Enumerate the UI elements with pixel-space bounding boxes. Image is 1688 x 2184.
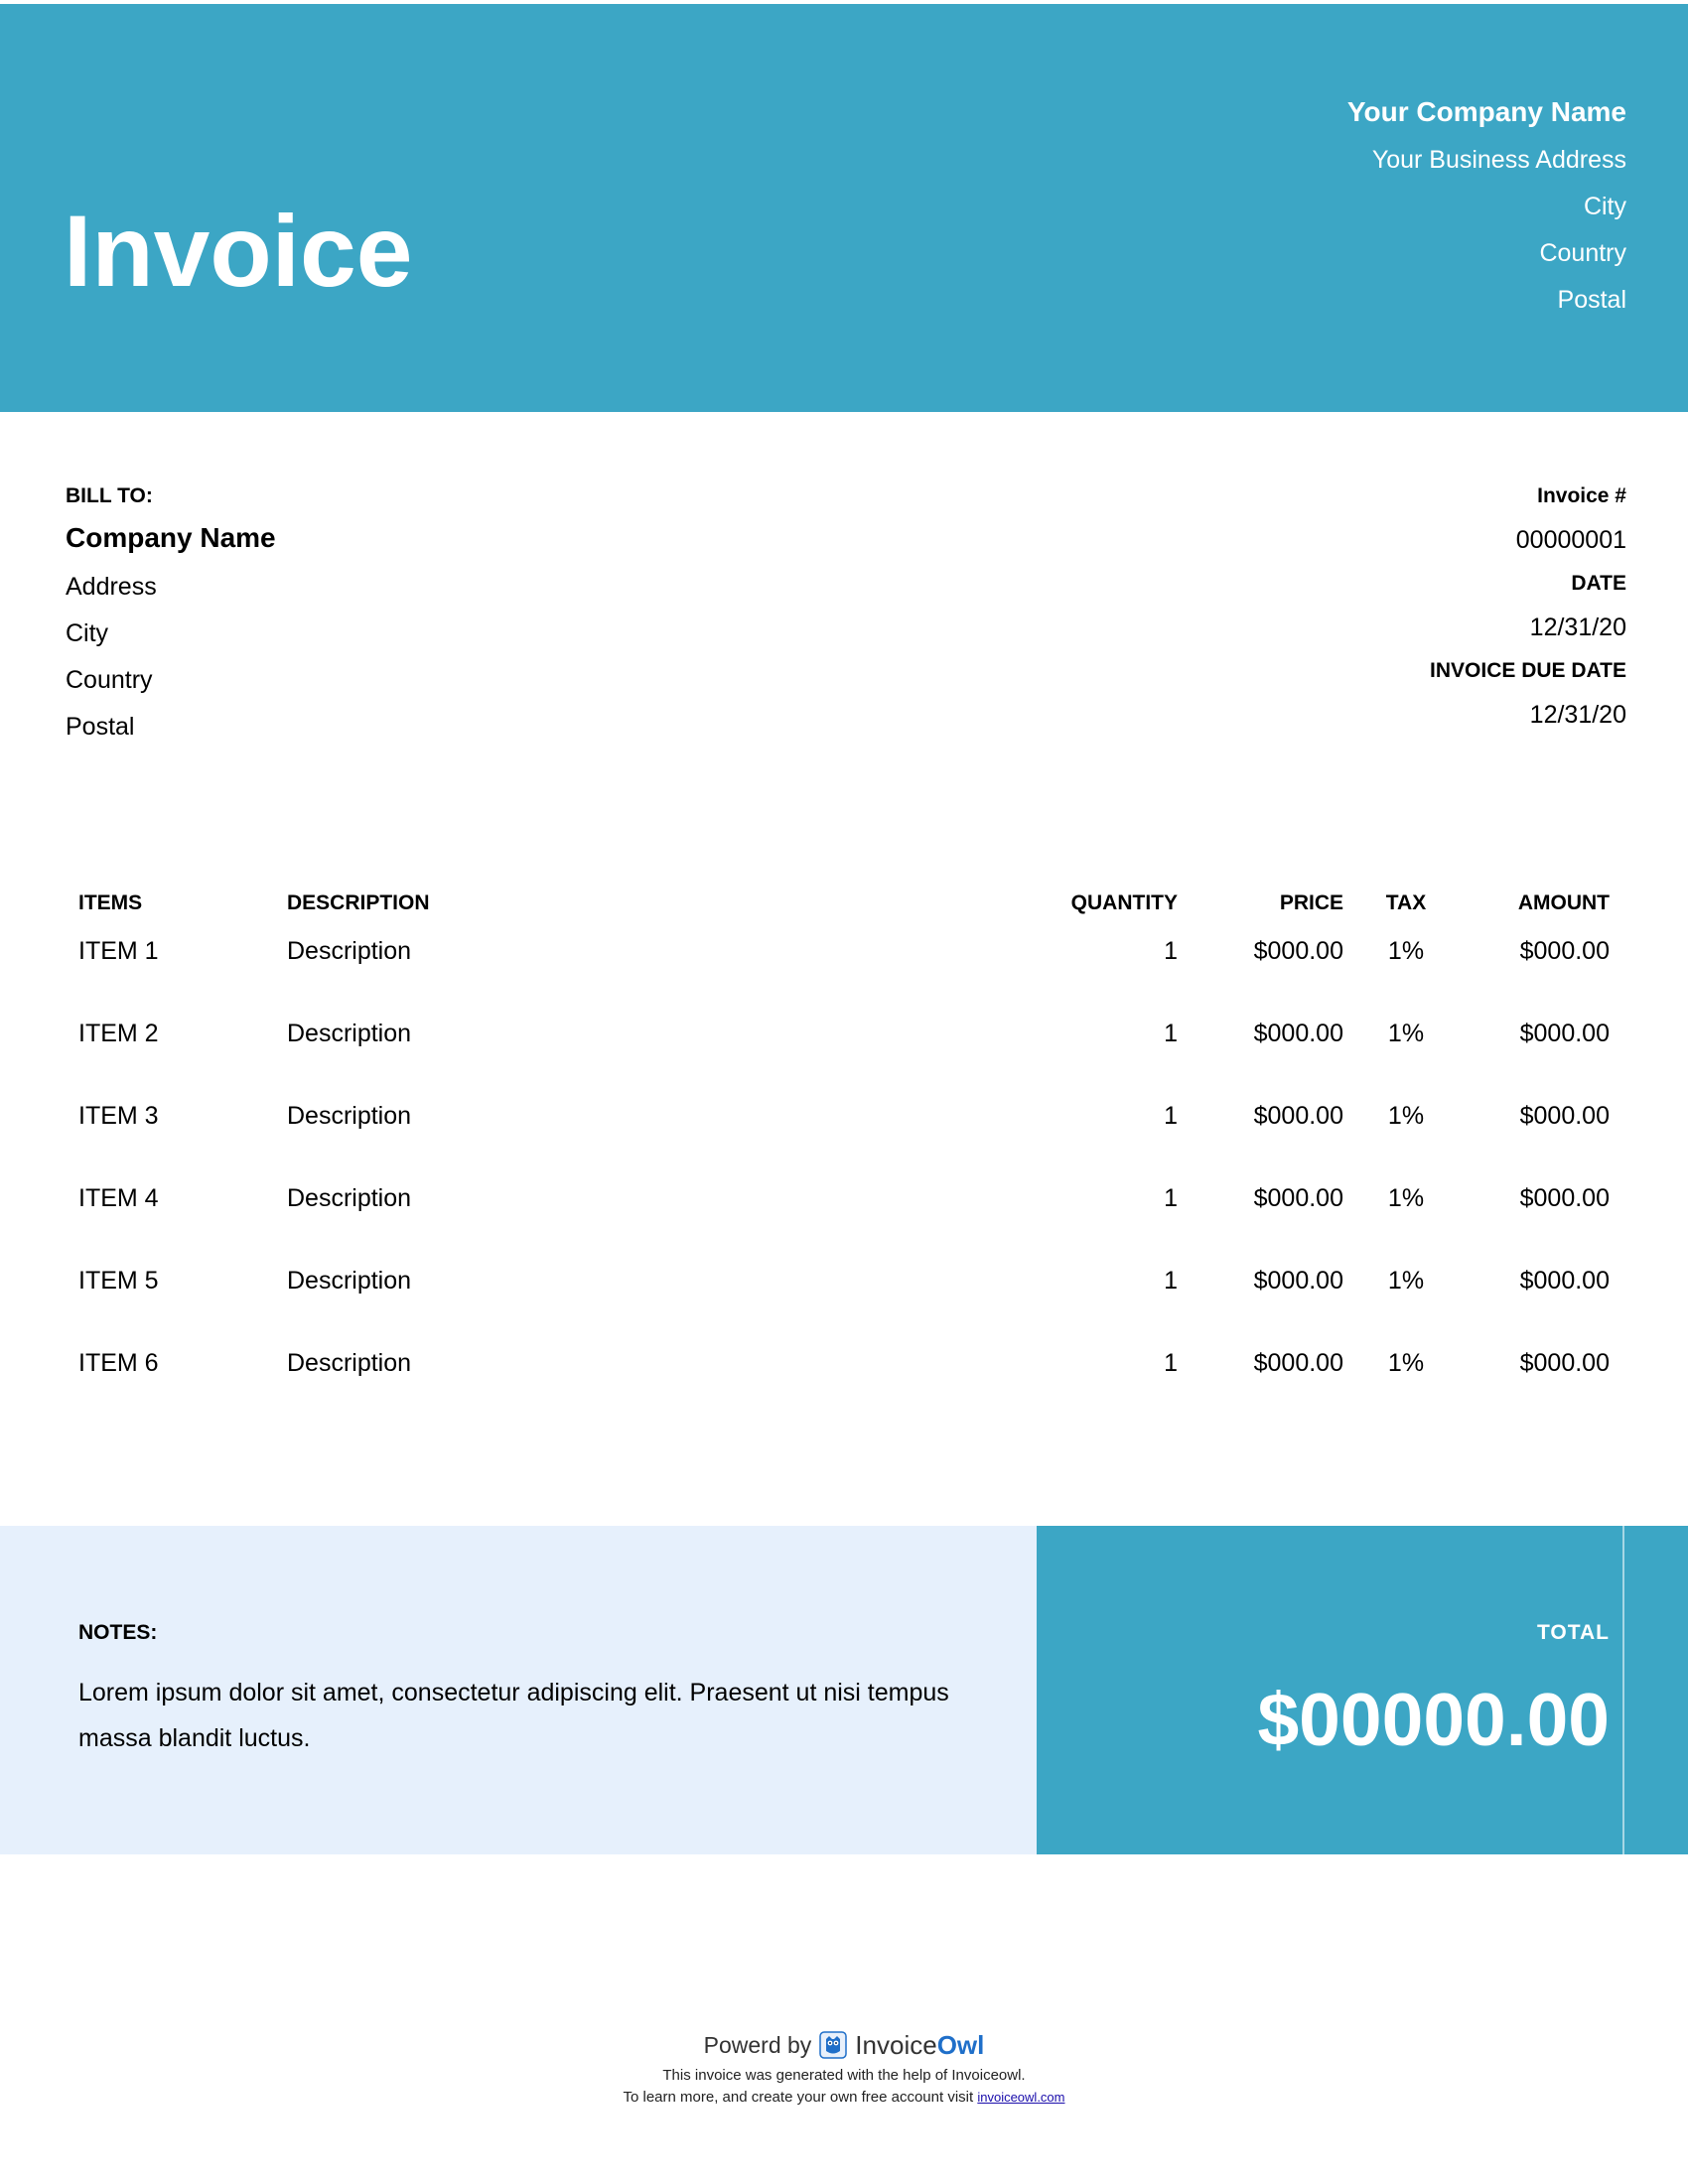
owl-logo-icon	[819, 2031, 847, 2059]
item-description: Description	[287, 1349, 412, 1377]
table-row	[0, 928, 1688, 1011]
item-tax: 1%	[1387, 1267, 1425, 1295]
item-quantity: 1	[1164, 1349, 1178, 1377]
footer-line-2	[0, 2087, 1688, 2109]
footer-line-2-text: To learn more, and create your own free account visit	[623, 2089, 974, 2106]
item-description: Description	[287, 1267, 412, 1295]
item-price: $000.00	[1253, 1184, 1343, 1212]
item-price: $000.00	[1253, 1020, 1343, 1047]
sender-city: City	[1583, 193, 1626, 220]
sender-company-name: Your Company Name	[1346, 96, 1626, 127]
item-price: $000.00	[1253, 1349, 1343, 1377]
due-date-label: INVOICE DUE DATE	[1430, 659, 1626, 682]
due-date: 12/31/20	[1529, 701, 1626, 729]
item-name: ITEM 5	[78, 1267, 159, 1295]
item-amount: $000.00	[1519, 1184, 1610, 1212]
total-panel	[1037, 1526, 1688, 1854]
table-row	[0, 1340, 1688, 1423]
total-amount: $00000.00	[1257, 1678, 1610, 1761]
item-name: ITEM 2	[78, 1020, 159, 1047]
item-tax: 1%	[1387, 1020, 1425, 1047]
total-label: TOTAL	[1536, 1621, 1610, 1644]
brand-logo	[855, 2030, 984, 2061]
client-postal: Postal	[66, 713, 135, 741]
column-header-amount: AMOUNT	[1517, 891, 1610, 914]
sender-company-block	[1347, 87, 1626, 324]
items-table	[0, 879, 1688, 1423]
notes-label: NOTES:	[78, 1621, 158, 1644]
item-name: ITEM 1	[78, 937, 159, 965]
sender-address: Your Business Address	[1371, 146, 1626, 174]
column-header-quantity: QUANTITY	[1070, 891, 1178, 914]
item-amount: $000.00	[1519, 1020, 1610, 1047]
column-header-items: ITEMS	[78, 891, 143, 914]
item-amount: $000.00	[1519, 1267, 1610, 1295]
footer	[0, 2025, 1688, 2109]
brand-invoice-text: Invoice	[855, 2029, 937, 2060]
invoice-number-label: Invoice #	[1537, 484, 1626, 507]
item-quantity: 1	[1164, 1020, 1178, 1047]
column-header-tax: TAX	[1385, 891, 1427, 914]
invoice-date: 12/31/20	[1529, 614, 1626, 641]
item-tax: 1%	[1387, 1349, 1425, 1377]
item-quantity: 1	[1164, 1267, 1178, 1295]
invoice-header	[0, 4, 1688, 412]
item-price: $000.00	[1253, 1102, 1343, 1130]
item-tax: 1%	[1387, 1184, 1425, 1212]
item-name: ITEM 4	[78, 1184, 159, 1212]
item-price: $000.00	[1253, 937, 1343, 965]
page-title: Invoice	[64, 195, 413, 308]
item-amount: $000.00	[1519, 1102, 1610, 1130]
table-row	[0, 1011, 1688, 1093]
brand-owl-text: Owl	[936, 2029, 985, 2060]
item-name: ITEM 3	[78, 1102, 159, 1130]
table-header-row	[0, 879, 1688, 928]
item-description: Description	[287, 937, 412, 965]
date-label: DATE	[1571, 572, 1626, 595]
table-row	[0, 1258, 1688, 1340]
item-quantity: 1	[1164, 1184, 1178, 1212]
item-name: ITEM 6	[78, 1349, 159, 1377]
item-amount: $000.00	[1519, 1349, 1610, 1377]
client-company-name: Company Name	[66, 522, 276, 553]
item-tax: 1%	[1387, 937, 1425, 965]
total-divider	[1622, 1526, 1624, 1854]
sender-country: Country	[1539, 239, 1626, 267]
table-row	[0, 1175, 1688, 1258]
invoice-number: 00000001	[1515, 526, 1626, 554]
item-description: Description	[287, 1020, 412, 1047]
column-header-description: DESCRIPTION	[287, 891, 430, 914]
item-amount: $000.00	[1519, 937, 1610, 965]
client-address: Address	[66, 573, 157, 601]
notes-text: Lorem ipsum dolor sit amet, consectetur adipiscing elit. Praesent ut nisi tempus massa blandit luctus.	[78, 1679, 949, 1752]
powered-by-row	[0, 2025, 1688, 2065]
notes-panel	[0, 1526, 1037, 1854]
item-tax: 1%	[1387, 1102, 1425, 1130]
table-row	[0, 1093, 1688, 1175]
bill-to-block	[66, 480, 276, 751]
item-quantity: 1	[1164, 937, 1178, 965]
column-header-price: PRICE	[1279, 891, 1343, 914]
invoiceowl-link[interactable]: invoiceowl.com	[977, 2090, 1065, 2105]
powered-by-label: Powerd by	[703, 2031, 812, 2058]
item-price: $000.00	[1253, 1267, 1343, 1295]
item-description: Description	[287, 1102, 412, 1130]
client-country: Country	[66, 666, 153, 694]
sender-postal: Postal	[1557, 286, 1626, 314]
item-quantity: 1	[1164, 1102, 1178, 1130]
item-description: Description	[287, 1184, 412, 1212]
bill-to-label: BILL TO:	[66, 484, 153, 507]
client-city: City	[66, 619, 109, 647]
footer-line-1: This invoice was generated with the help of Invoiceowl.	[662, 2067, 1026, 2084]
invoice-meta-block	[1430, 480, 1626, 743]
